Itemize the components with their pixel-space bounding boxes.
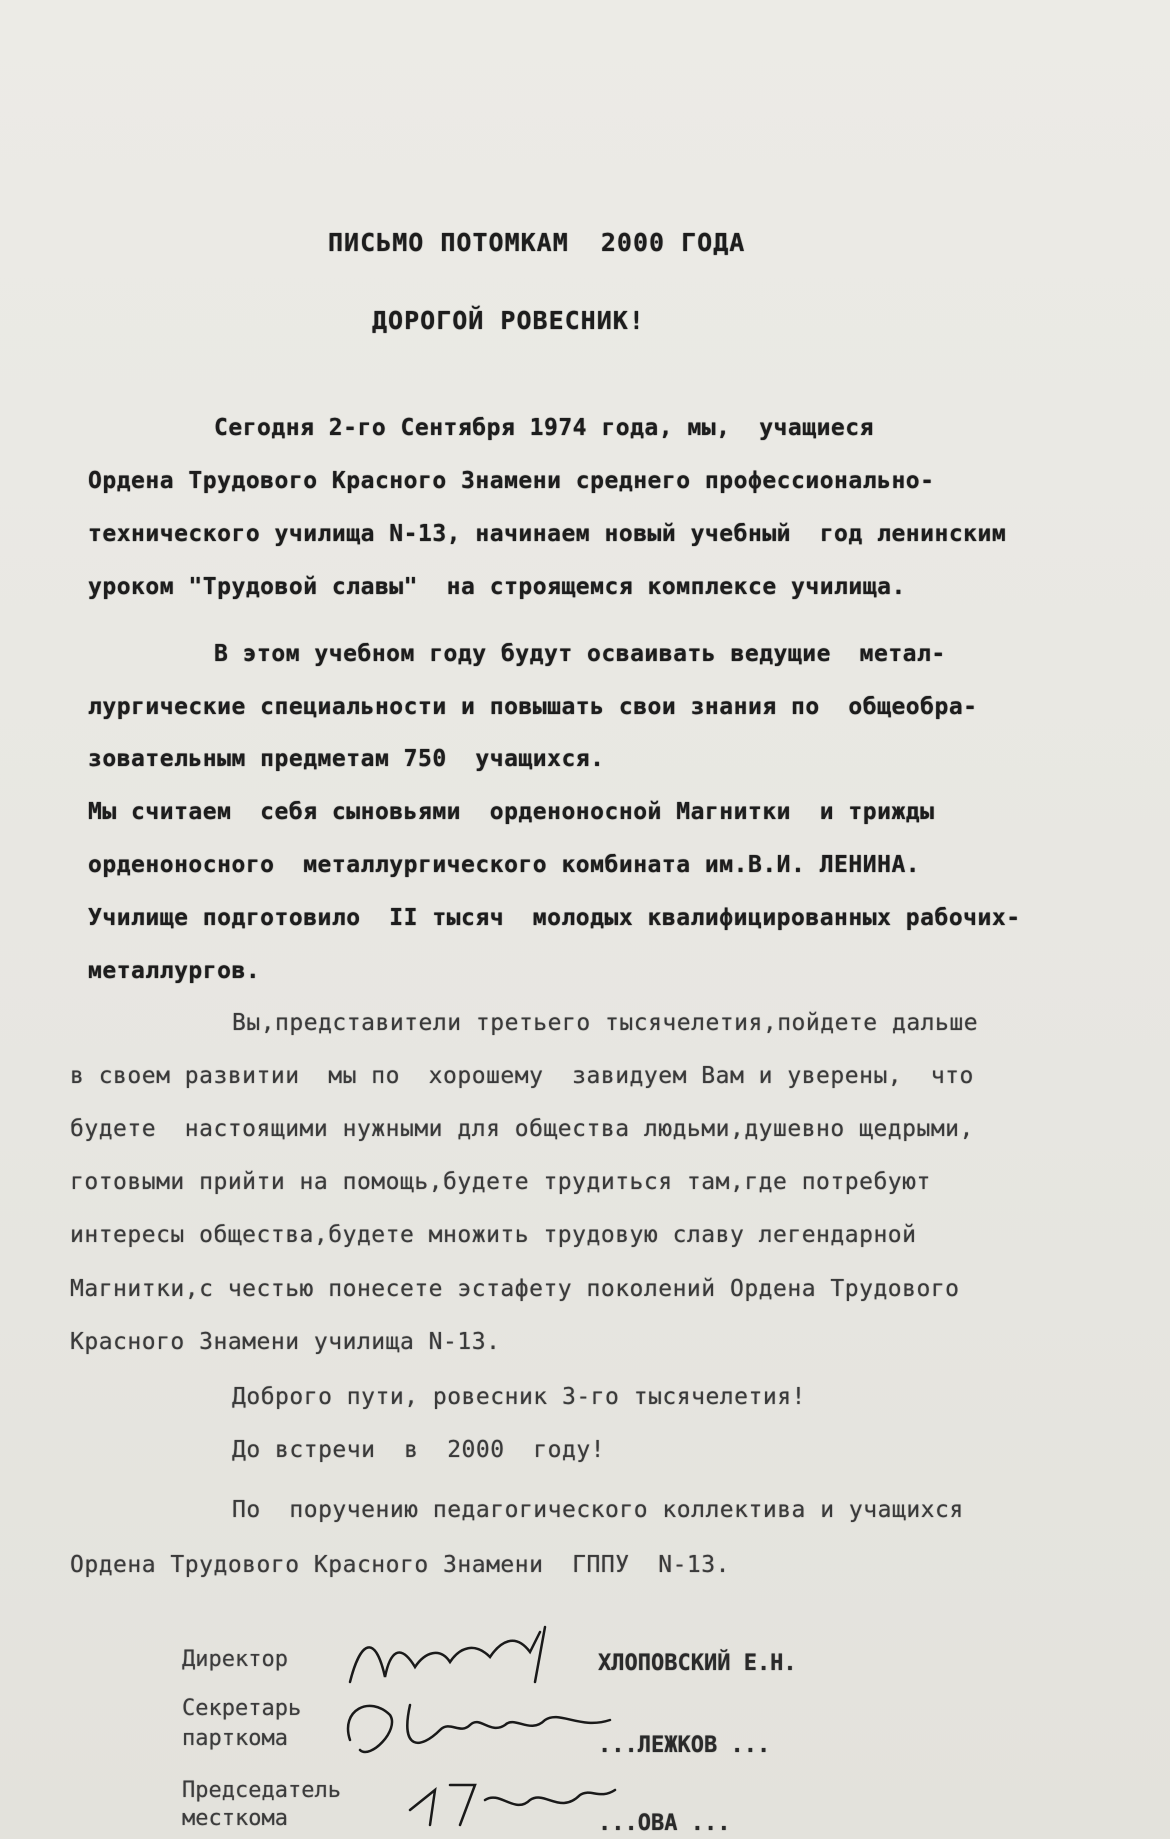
director-label: Директор [182,1647,288,1672]
body-line: Магнитки,с честью понесете эстафету поколений Ордена Трудового [70,1276,960,1302]
body-line: Ордена Трудового Красного Знамени среднего профессионально- [88,468,935,494]
body-line: в своем развитии мы по хорошему завидуем Вам и уверены, что [70,1063,974,1089]
body-line: металлургов. [88,958,261,984]
body-line: интересы общества,будете множить трудовую славу легендарной [70,1222,917,1248]
body-line: По поручению педагогического коллектива и учащихся [232,1497,964,1523]
body-line: лургические специальности и повышать свои знания по общеобра- [88,694,978,720]
letter-greeting: ДОРОГОЙ РОВЕСНИК! [372,306,645,335]
body-line: В этом учебном году будут осваивать ведущие метал- [214,641,946,667]
chair-label: Председатель [182,1778,341,1803]
secretary-label-line2: парткома [182,1726,288,1751]
body-line: Доброго пути, ровесник 3-го тысячелетия! [232,1384,806,1410]
body-line: Ордена Трудового Красного Знамени ГППУ N-13. [70,1552,730,1578]
body-line: готовыми прийти на помощь,будете трудиться там,где потребуют [70,1169,931,1195]
body-line: технического училища N-13, начинаем новый учебный год ленинским [88,521,1007,547]
body-line: орденоносного металлургического комбината им.В.И. ЛЕНИНА. [88,852,921,878]
secretary-name: ...ЛЕЖКОВ ... [598,1733,771,1758]
body-line: Красного Знамени училища N-13. [70,1329,501,1355]
letter-title: ПИСЬМО ПОТОМКАМ 2000 ГОДА [328,228,746,257]
secretary-signature [330,1690,630,1780]
director-name: ХЛОПОВСКИЙ Е.Н. [598,1651,797,1676]
chair-signature [390,1770,620,1839]
body-line: будете настоящими нужными для общества людьми,душевно щедрыми, [70,1116,974,1142]
body-line: уроком "Трудовой славы" на строящемся комплексе училища. [88,574,906,600]
body-line: Училище подготовило II тысяч молодых квалифицированных рабочих- [88,905,1021,931]
body-line: Вы,представители третьего тысячелетия,пойдете дальше [232,1010,979,1036]
body-line: До встречи в 2000 году! [232,1437,606,1463]
body-line: зовательным предметам 750 учащихся. [88,746,605,772]
body-line: Сегодня 2-го Сентября 1974 года, мы, учащиеся [214,415,874,441]
body-line: Мы считаем себя сыновьями орденоносной Магнитки и трижды [88,799,935,825]
chair-label-line2: месткома [182,1806,288,1831]
secretary-label: Секретарь [182,1696,302,1721]
chair-name: ...ОВА ... [598,1811,731,1836]
